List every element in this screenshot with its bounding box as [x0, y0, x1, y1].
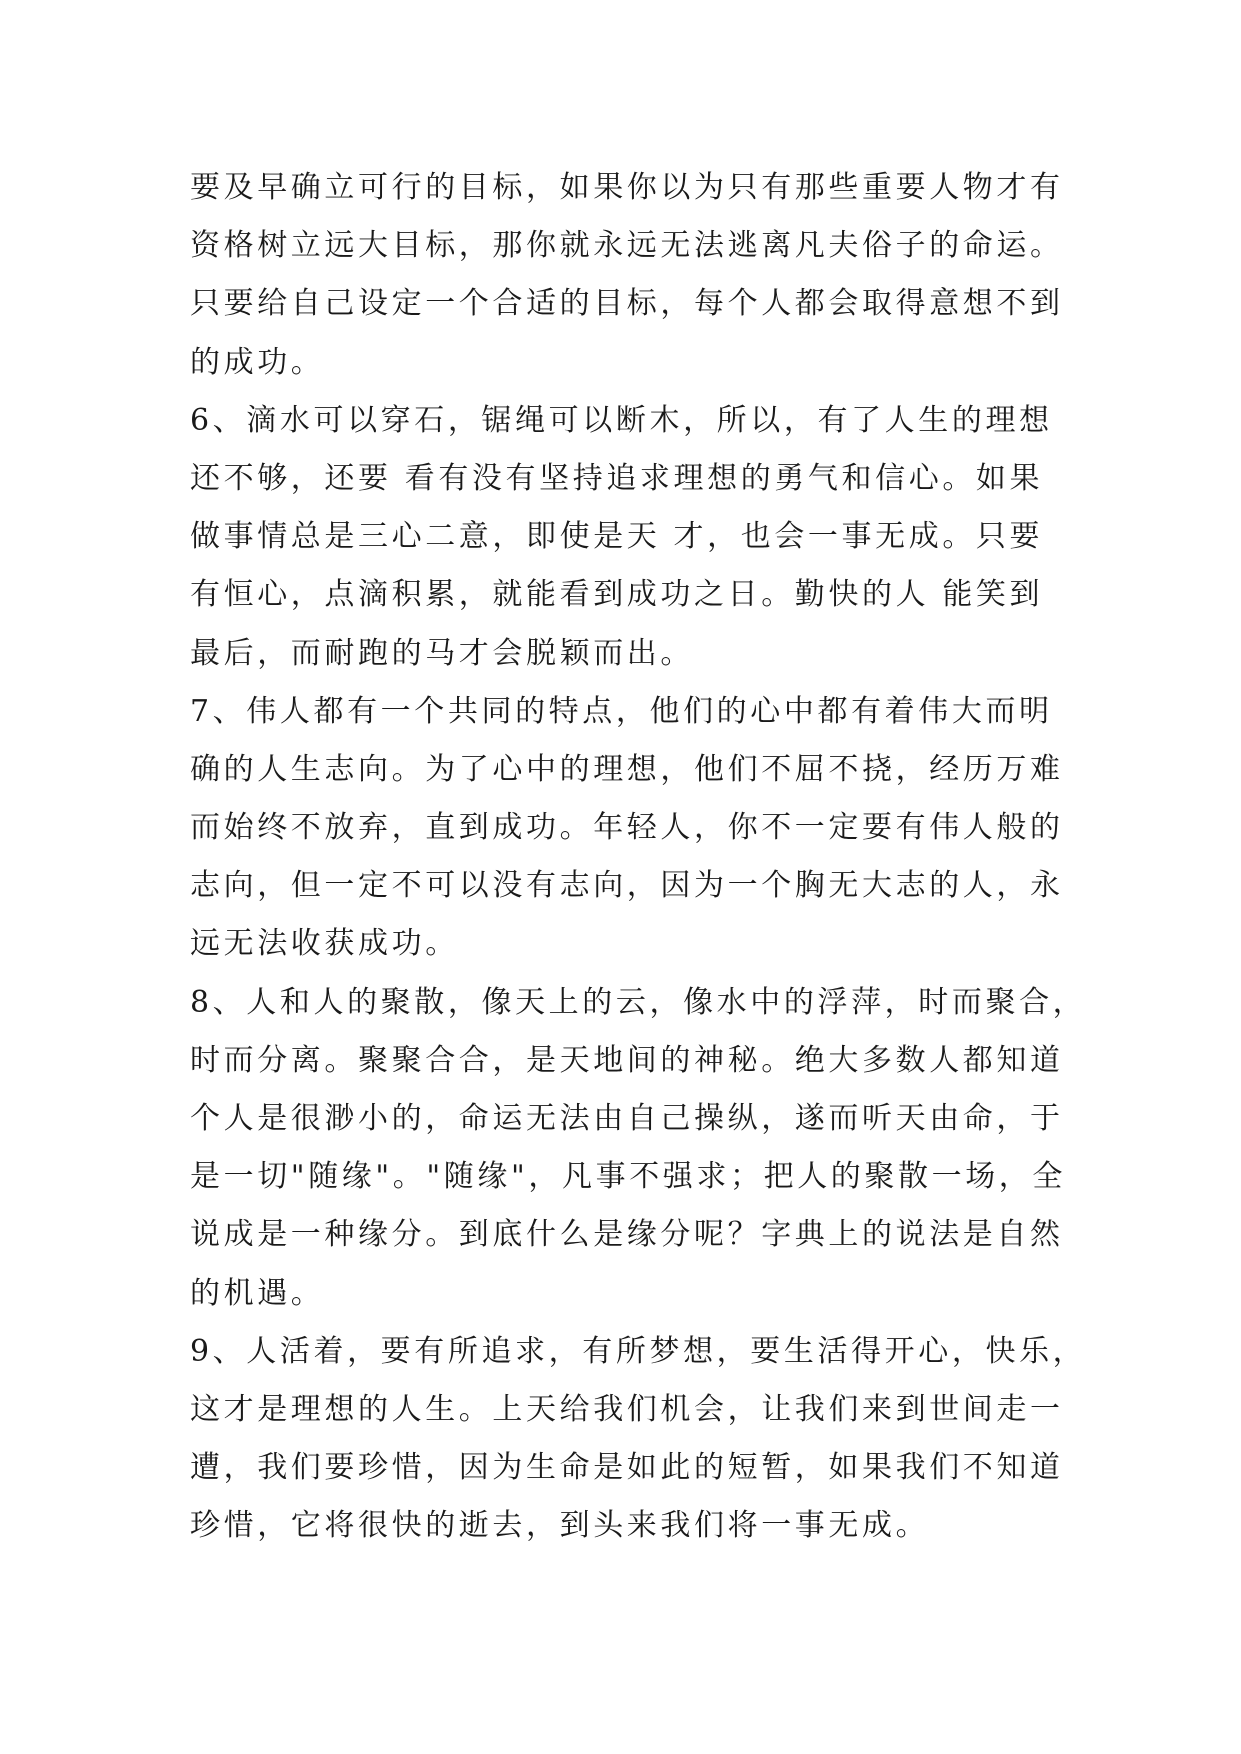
text-line: 说成是一种缘分。到底什么是缘分呢？字典上的说法是自然: [190, 1217, 1064, 1253]
text-line: 8、人和人的聚散，像天上的云，像水中的浮萍，时而聚合，: [190, 984, 1087, 1020]
text-line: 7、伟人都有一个共同的特点，他们的心中都有着伟大而明: [190, 693, 1053, 729]
text-line: 9、人活着，要有所追求，有所梦想，要生活得开心，快乐，: [190, 1333, 1087, 1369]
text-line: 资格树立远大目标，那你就永远无法逃离凡夫俗子的命运。: [190, 228, 1064, 264]
text-line: 还不够，还要 看有没有坚持追求理想的勇气和信心。如果: [190, 460, 1044, 496]
text-line: 而始终不放弃，直到成功。年轻人，你不一定要有伟人般的: [190, 810, 1064, 846]
text-line: 个人是很渺小的，命运无法由自己操纵，遂而听天由命，于: [190, 1101, 1064, 1136]
text-line: 的机遇。: [190, 1275, 325, 1311]
text-line: 有恒心，点滴积累，就能看到成功之日。勤快的人 能笑到: [190, 577, 1044, 613]
text-line: 做事情总是三心二意，即使是天 才，也会一事无成。只要: [190, 519, 1044, 555]
text-line: 的成功。: [190, 344, 325, 380]
text-line: 志向，但一定不可以没有志向，因为一个胸无大志的人，永: [190, 868, 1064, 904]
text-line: 是一切"随缘"。"随缘"，凡事不强求；把人的聚散一场，全: [190, 1159, 1066, 1195]
text-line: 最后，而耐跑的马才会脱颖而出。: [190, 635, 694, 671]
text-line: 要及早确立可行的目标，如果你以为只有那些重要人物才有: [190, 170, 1064, 205]
text-line: 确的人生志向。为了心中的理想，他们不屈不挠，经历万难: [190, 751, 1064, 787]
document-body: [190, 159, 1087, 1556]
text-line: 6、滴水可以穿石，锯绳可以断木，所以，有了人生的理想: [190, 402, 1053, 438]
text-line: 遭，我们要珍惜，因为生命是如此的短暂，如果我们不知道: [190, 1450, 1064, 1486]
text-line: 这才是理想的人生。上天给我们机会，让我们来到世间走一: [190, 1391, 1064, 1427]
text-line: 时而分离。聚聚合合，是天地间的神秘。绝大多数人都知道: [190, 1042, 1064, 1078]
text-line: 远无法收获成功。: [190, 926, 459, 962]
text-line: 只要给自己设定一个合适的目标，每个人都会取得意想不到: [190, 286, 1064, 322]
text-line: 珍惜，它将很快的逝去，到头来我们将一事无成。: [190, 1508, 930, 1544]
